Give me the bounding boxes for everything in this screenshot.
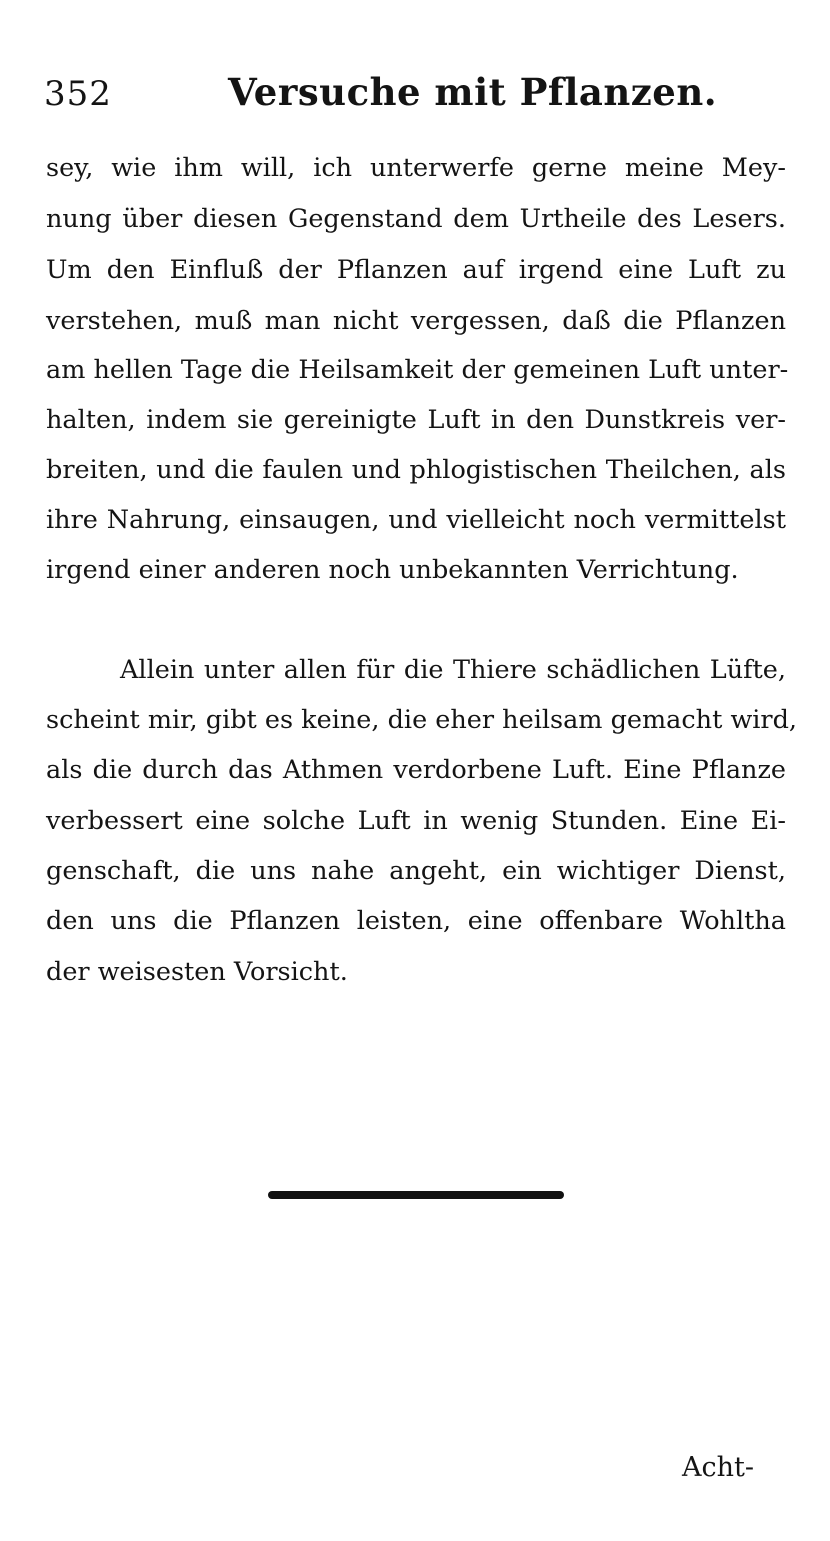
text-line: der weisesten Vorsicht. xyxy=(46,957,348,987)
text-line: verstehen, muß man nicht vergessen, daß die Pflanzen xyxy=(46,306,786,336)
text-line: halten, indem sie gereinigte Luft in den Dunstkreis ver- xyxy=(46,405,786,435)
page-number: 352 xyxy=(44,74,112,114)
text-line: sey, wie ihm will, ich unterwerfe gerne meine Mey- xyxy=(46,153,786,183)
text-line: nung über diesen Gegenstand dem Urtheile des Lesers. xyxy=(46,204,786,234)
text-line: als die durch das Athmen verdorbene Luft. Eine Pflanze xyxy=(46,755,786,785)
text-line: ihre Nahrung, einsaugen, und vielleicht noch vermittelst xyxy=(46,505,786,535)
text-line: den uns die Pflanzen leisten, eine offenbare Wohltha xyxy=(46,906,786,936)
text-line: am hellen Tage die Heilsamkeit der gemeinen Luft unter- xyxy=(46,355,789,385)
text-line: Um den Einfluß der Pflanzen auf irgend eine Luft zu xyxy=(46,255,786,285)
text-line: verbessert eine solche Luft in wenig Stunden. Eine Ei- xyxy=(46,806,786,836)
text-line: irgend einer anderen noch unbekannten Verrichtung. xyxy=(46,555,739,585)
catchword: Acht- xyxy=(682,1452,754,1483)
ending-rule xyxy=(268,1191,564,1199)
text-line: Allein unter allen für die Thiere schädlichen Lüfte, xyxy=(120,655,786,685)
text-line: breiten, und die faulen und phlogistischen Theilchen, als xyxy=(46,455,786,485)
text-line: scheint mir, gibt es keine, die eher heilsam gemacht wird, xyxy=(46,705,798,735)
text-line: genschaft, die uns nahe angeht, ein wichtiger Dienst, xyxy=(46,856,786,886)
running-head: Versuche mit Pflanzen. xyxy=(228,70,718,114)
